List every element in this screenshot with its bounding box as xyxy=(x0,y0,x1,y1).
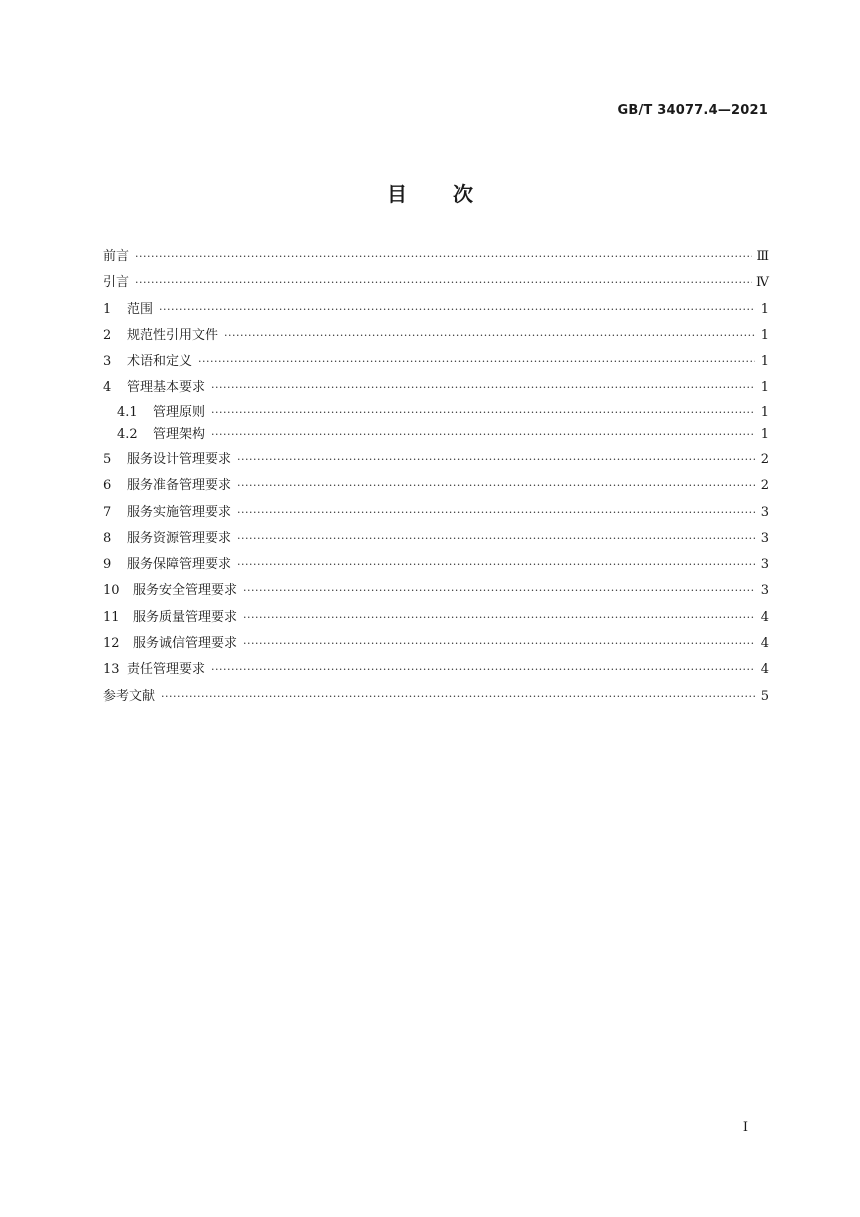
toc-entry-page: 5 xyxy=(760,688,769,704)
toc-entry-number: 10 xyxy=(103,583,120,599)
table-of-contents xyxy=(103,244,769,710)
toc-entry-number: 5 xyxy=(103,451,112,467)
toc-entry-page: Ⅲ xyxy=(756,249,769,264)
leader-dots xyxy=(243,631,755,657)
toc-entry-page: Ⅳ xyxy=(756,275,769,291)
toc-entry-5[interactable] xyxy=(103,447,769,473)
toc-entry-12[interactable] xyxy=(103,631,769,657)
toc-entry-4-2[interactable] xyxy=(103,424,769,447)
leader-dots xyxy=(198,349,755,375)
leader-dots xyxy=(243,578,755,604)
toc-entry-number: 11 xyxy=(103,609,120,625)
leader-dots xyxy=(237,552,755,578)
toc-entry-label: 服务保障管理要求 xyxy=(127,557,232,573)
toc-entry-page: 2 xyxy=(760,451,769,467)
toc-entry-page: 4 xyxy=(760,636,769,652)
toc-entry-page: 1 xyxy=(760,380,769,396)
toc-entry-number: 4.1 xyxy=(117,404,138,420)
toc-entry-label: 术语和定义 xyxy=(127,354,193,370)
toc-entry-label: 责任管理要求 xyxy=(127,662,206,678)
toc-entry-number: 13 xyxy=(103,662,120,678)
toc-entry-4-1[interactable] xyxy=(103,402,769,425)
standard-code: GB/T 34077.4—2021 xyxy=(617,103,768,118)
page-title xyxy=(0,178,860,207)
toc-entry-number: 4 xyxy=(103,380,112,396)
toc-entry-number: 12 xyxy=(103,636,120,652)
title-char-2: 次 xyxy=(453,182,473,206)
toc-entry-label: 参考文献 xyxy=(103,688,156,704)
toc-entry-11[interactable] xyxy=(103,605,769,631)
toc-entry-2[interactable] xyxy=(103,323,769,349)
toc-entry-label: 管理原则 xyxy=(153,404,206,420)
leader-dots xyxy=(243,605,755,631)
toc-entry-9[interactable] xyxy=(103,552,769,578)
leader-dots xyxy=(211,424,755,447)
toc-entry-page: 4 xyxy=(760,662,769,678)
toc-entry-page: 3 xyxy=(760,583,769,599)
toc-entry-number: 4.2 xyxy=(117,427,138,443)
leader-dots xyxy=(211,402,755,425)
toc-entry-number: 1 xyxy=(103,301,112,317)
leader-dots xyxy=(135,244,752,270)
toc-entry-label: 引言 xyxy=(103,275,130,291)
toc-entry-number: 9 xyxy=(103,557,112,573)
toc-entry-label: 范围 xyxy=(127,301,154,317)
toc-entry-6[interactable] xyxy=(103,473,769,499)
title-char-1: 目 xyxy=(387,182,407,206)
toc-entry-number: 7 xyxy=(103,504,112,520)
leader-dots xyxy=(211,657,755,683)
toc-entry-page: 3 xyxy=(760,504,769,520)
leader-dots xyxy=(237,447,755,473)
toc-entry-page: 3 xyxy=(760,557,769,573)
leader-dots xyxy=(211,375,755,401)
leader-dots xyxy=(135,270,752,296)
leader-dots xyxy=(224,323,755,349)
toc-entry-label: 服务诚信管理要求 xyxy=(133,636,238,652)
toc-entry-page: 3 xyxy=(760,530,769,546)
toc-entry-label: 管理基本要求 xyxy=(127,380,206,396)
toc-entry-1[interactable] xyxy=(103,297,769,323)
toc-entry-label: 服务资源管理要求 xyxy=(127,530,232,546)
page-number: I xyxy=(742,1120,748,1135)
toc-entry-label: 服务实施管理要求 xyxy=(127,504,232,520)
leader-dots xyxy=(159,297,755,323)
toc-entry-label: 服务质量管理要求 xyxy=(133,609,238,625)
toc-entry-label: 服务准备管理要求 xyxy=(127,478,232,494)
toc-entry-7[interactable] xyxy=(103,500,769,526)
toc-entry-page: 1 xyxy=(760,404,769,420)
toc-entry-number: 3 xyxy=(103,354,112,370)
toc-entry-label: 管理架构 xyxy=(153,427,206,443)
toc-entry-label: 服务安全管理要求 xyxy=(133,583,238,599)
toc-entry-introduction[interactable] xyxy=(103,270,769,296)
toc-entry-page: 1 xyxy=(760,327,769,343)
leader-dots xyxy=(237,473,755,499)
toc-entry-8[interactable] xyxy=(103,526,769,552)
toc-entry-label: 规范性引用文件 xyxy=(127,327,219,343)
toc-entry-10[interactable] xyxy=(103,578,769,604)
toc-entry-page: 1 xyxy=(760,427,769,443)
toc-entry-3[interactable] xyxy=(103,349,769,375)
toc-entry-number: 6 xyxy=(103,478,112,494)
toc-entry-number: 2 xyxy=(103,327,112,343)
toc-entry-page: 1 xyxy=(760,301,769,317)
toc-entry-4[interactable] xyxy=(103,375,769,401)
toc-entry-13[interactable] xyxy=(103,657,769,683)
leader-dots xyxy=(237,500,755,526)
toc-entry-page: 2 xyxy=(760,478,769,494)
leader-dots xyxy=(237,526,755,552)
leader-dots xyxy=(161,684,755,710)
toc-entry-bibliography[interactable] xyxy=(103,684,769,710)
toc-entry-page: 4 xyxy=(760,609,769,625)
toc-entry-label: 前言 xyxy=(103,249,130,264)
toc-entry-label: 服务设计管理要求 xyxy=(127,451,232,467)
toc-entry-foreword[interactable] xyxy=(103,244,769,270)
toc-entry-page: 1 xyxy=(760,354,769,370)
toc-entry-number: 8 xyxy=(103,530,112,546)
